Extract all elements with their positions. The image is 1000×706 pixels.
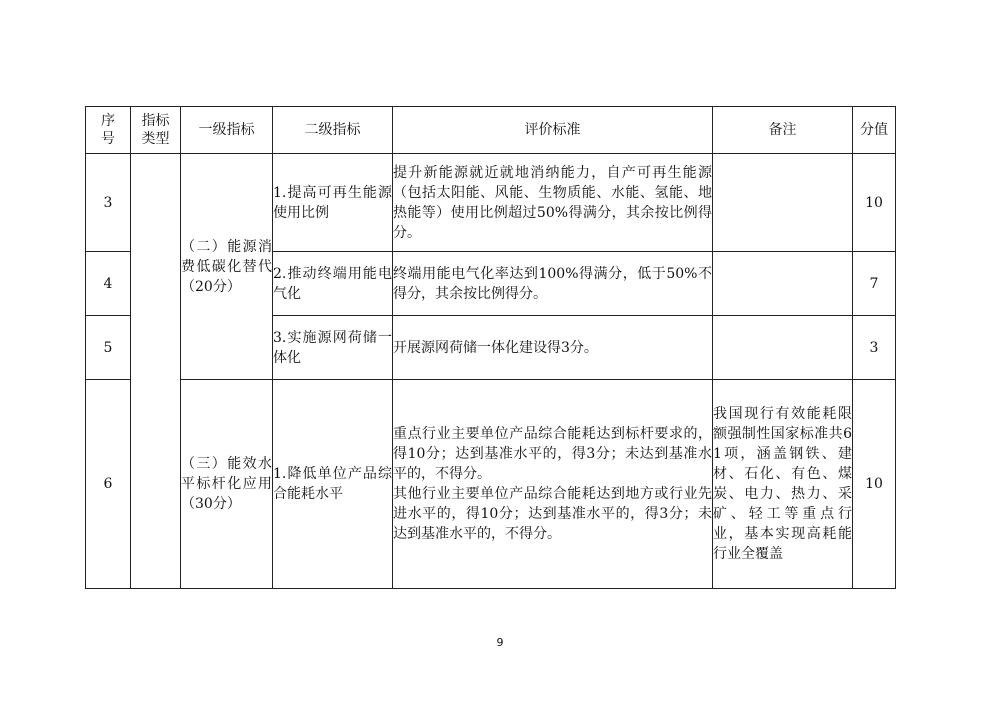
header-note: 备注 (713, 107, 853, 154)
group-level1: （三）能效水平标杆化应用（30分） (181, 380, 273, 589)
header-row (86, 107, 896, 154)
criteria-paragraph: 其他行业主要单位产品综合能耗达到地方或行业先进水平的，得10分；达到基准水平的，得3分；未达到基准水平的，不得分。 (393, 486, 712, 542)
table-row (86, 380, 896, 589)
header-level2: 二级指标 (273, 107, 393, 154)
row-seq: 6 (86, 380, 131, 589)
row-note (713, 252, 853, 316)
row-score: 3 (853, 316, 896, 380)
header-seq: 序号 (86, 107, 131, 154)
criteria-paragraph: 重点行业主要单位产品综合能耗达到标杆要求的，得10分；达到基准水平的，得3分；未达到基准水平的，不得分。 (393, 426, 712, 482)
page-number: 9 (496, 636, 504, 649)
evaluation-table (85, 106, 896, 589)
row-level2: 1.降低单位产品综合能耗水平 (273, 380, 393, 589)
group-level1: （二）能源消费低碳化替代（20分） (181, 154, 273, 380)
table-row (86, 154, 896, 252)
row-score: 10 (853, 380, 896, 589)
row-note (713, 154, 853, 252)
row-criteria: 提升新能源就近就地消纳能力，自产可再生能源（包括太阳能、风能、生物质能、水能、氢能、地热能等）使用比例超过50%得满分，其余按比例得分。 (393, 154, 713, 252)
row-criteria: 开展源网荷储一体化建设得3分。 (393, 316, 713, 380)
row-seq: 5 (86, 316, 131, 380)
row-seq: 4 (86, 252, 131, 316)
row-criteria: 终端用能电气化率达到100%得满分，低于50%不得分，其余按比例得分。 (393, 252, 713, 316)
row-note (713, 316, 853, 380)
row-level2: 2.推动终端用能电气化 (273, 252, 393, 316)
type-cell (131, 154, 181, 589)
row-criteria (393, 380, 713, 589)
row-score: 7 (853, 252, 896, 316)
row-note: 我国现行有效能耗限额强制性国家标准共61项，涵盖钢铁、建材、石化、有色、煤炭、电力、热力、采矿、轻工等重点行业，基本实现高耗能行业全覆盖 (713, 380, 853, 589)
row-level2: 3.实施源网荷储一体化 (273, 316, 393, 380)
row-level2: 1.提高可再生能源使用比例 (273, 154, 393, 252)
header-score: 分值 (853, 107, 896, 154)
header-criteria: 评价标准 (393, 107, 713, 154)
header-level1: 一级指标 (181, 107, 273, 154)
row-seq: 3 (86, 154, 131, 252)
row-score: 10 (853, 154, 896, 252)
header-type: 指标类型 (131, 107, 181, 154)
